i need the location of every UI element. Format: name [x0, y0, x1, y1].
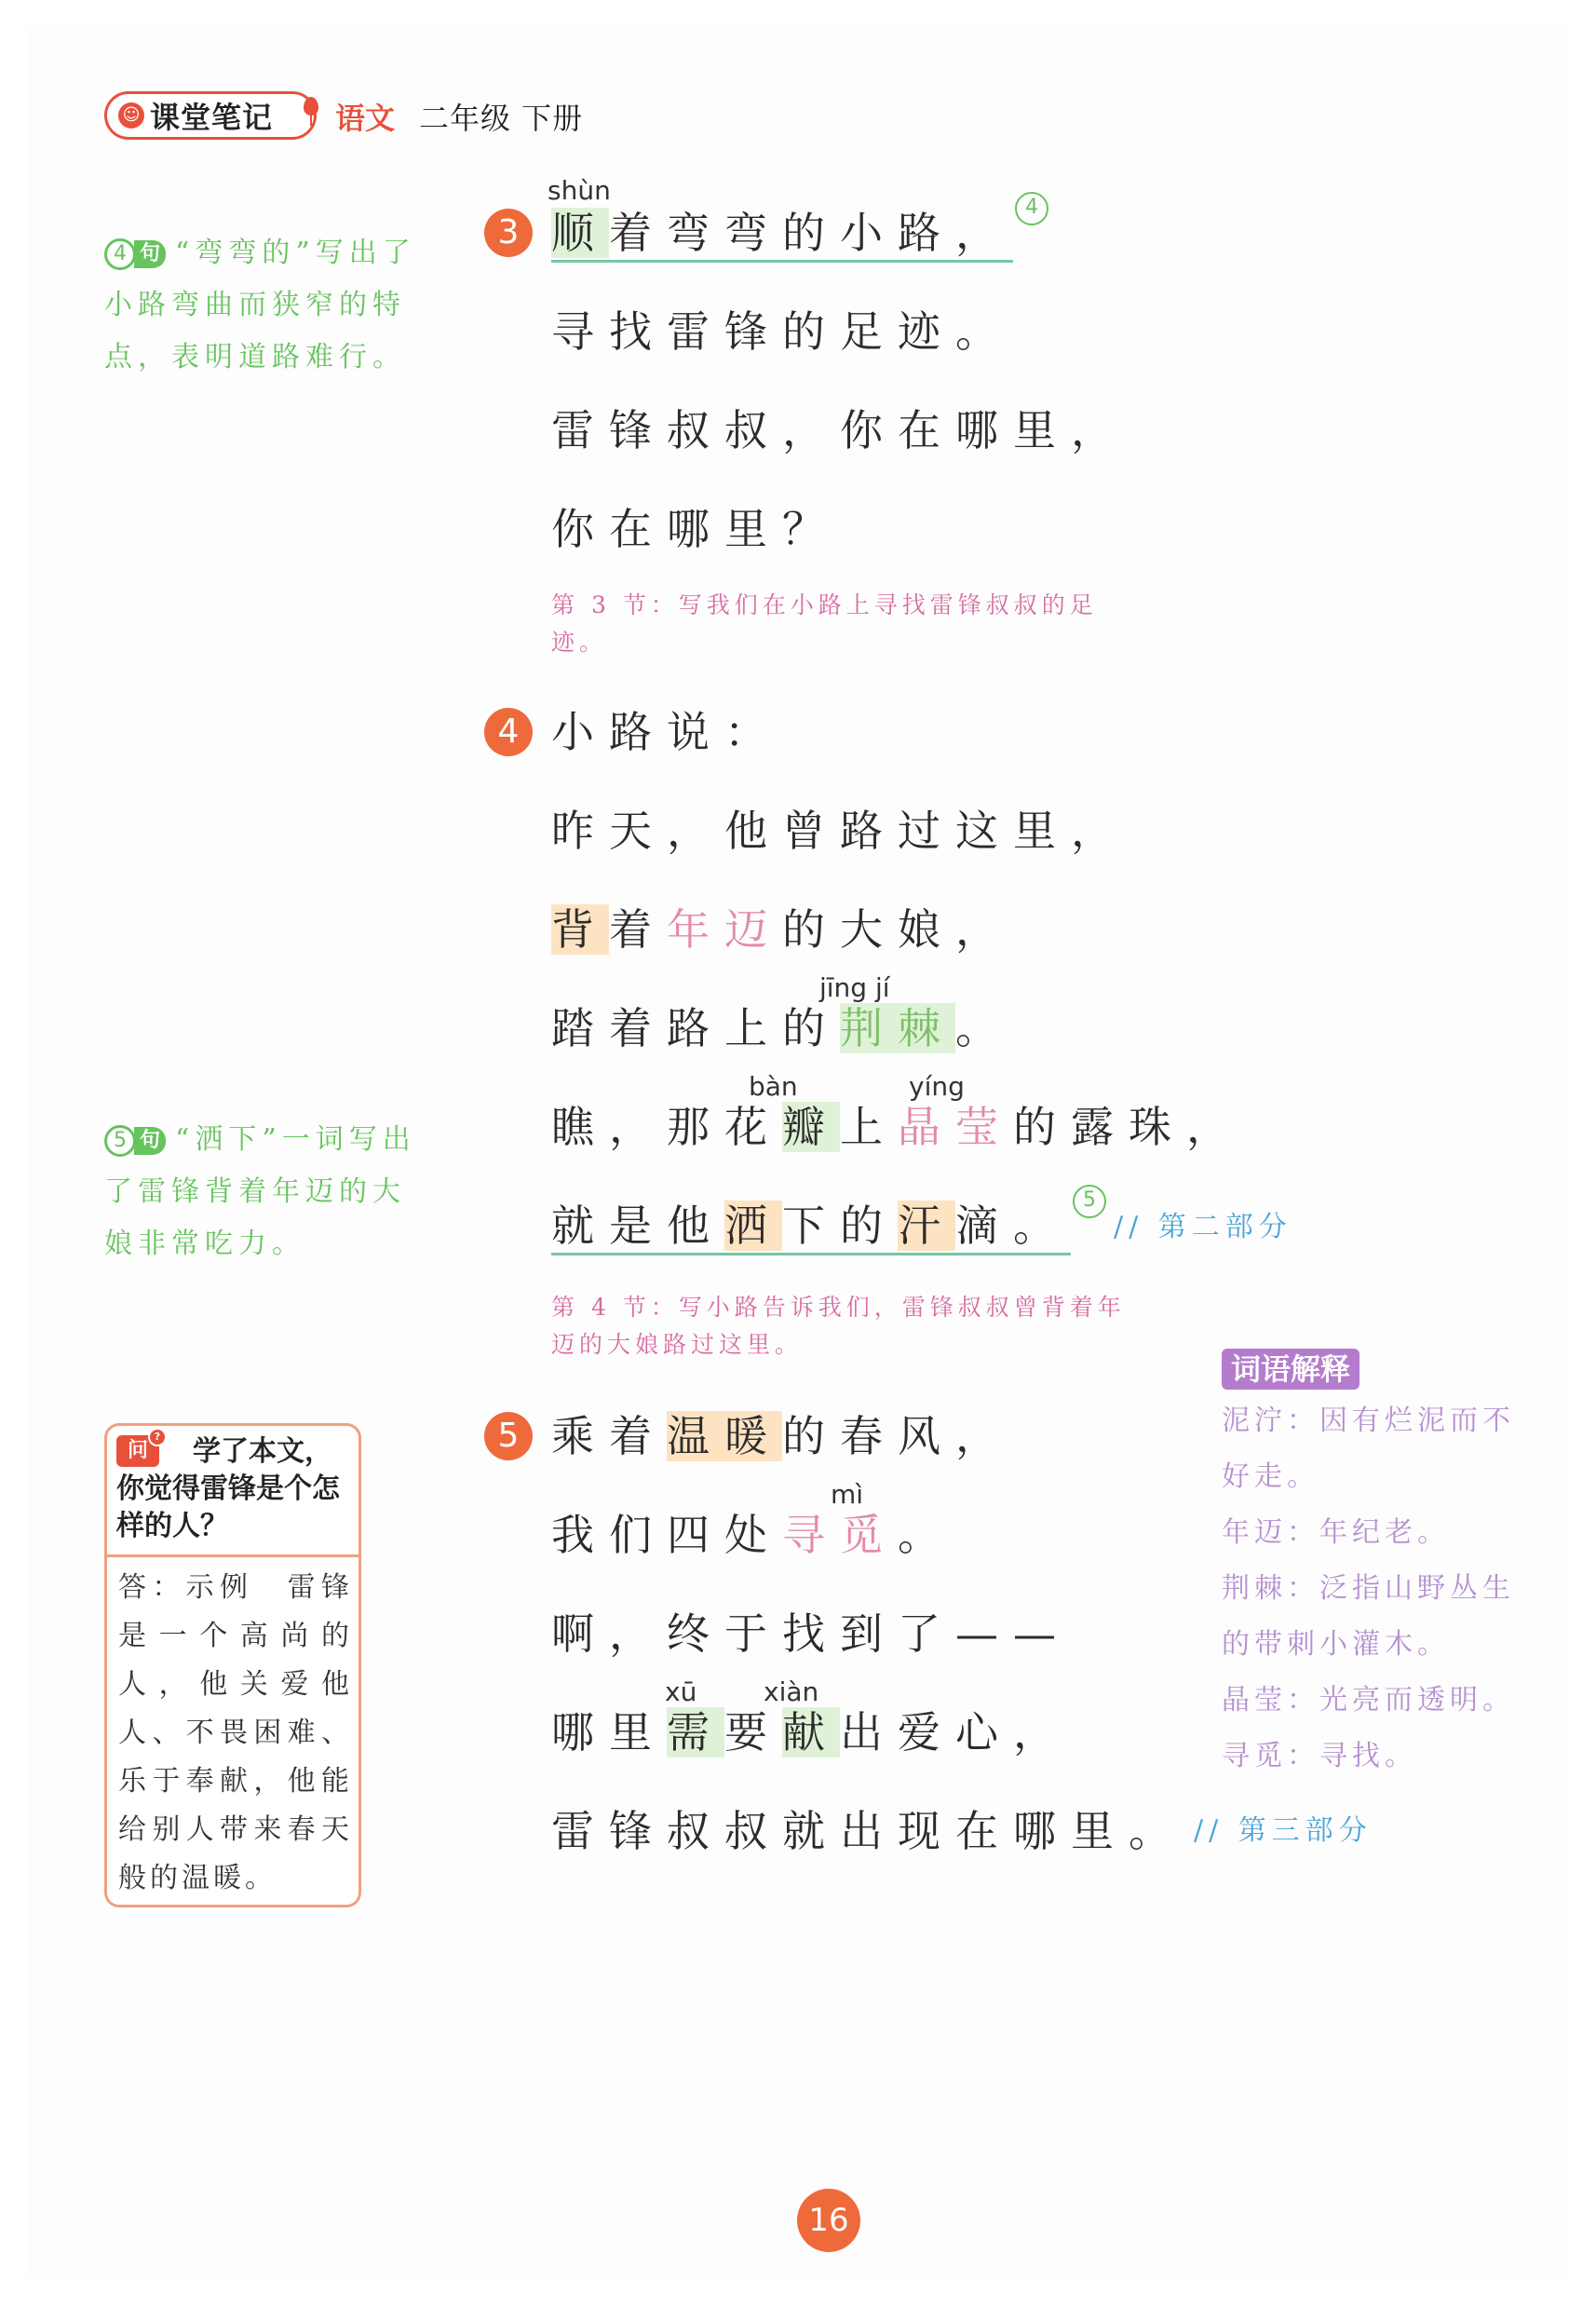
stanza5-line4: 哪里需要献出爱心，: [551, 1707, 1071, 1757]
stanza3-line1: 顺着弯弯的小路，4: [551, 205, 1048, 261]
pinyin-ban: bàn: [749, 1071, 798, 1102]
glossary-item: 泥泞：因有烂泥而不好走。: [1222, 1405, 1515, 1493]
subject-label: 语文: [335, 101, 396, 136]
class-notes-badge: [104, 91, 317, 140]
glossary-item: 寻觅：寻找。: [1222, 1740, 1417, 1772]
question-text: 学了本文，你觉得雷锋是个怎样的人？: [116, 1435, 340, 1542]
sentence-note-4: [104, 227, 430, 384]
balloon-icon: [304, 97, 318, 115]
question-tag: 问 ?: [116, 1435, 159, 1467]
pinyin-xian: xiàn: [764, 1676, 819, 1707]
page-number: 16: [797, 2189, 860, 2252]
part-marker-3: // 第三部分: [1194, 1814, 1373, 1847]
stanza3-line2: 寻找雷锋的足迹。: [551, 306, 1013, 357]
answer-text: 答：示例 雷锋是一个高尚的人，他关爱他人、不畏困难、乐于奉献，他能给别人带来春天般的温暖。: [118, 1571, 353, 1894]
stanza5-line3: 啊，终于找到了——: [551, 1608, 1071, 1659]
grade-label: 二年级 下册: [419, 101, 584, 136]
smile-icon: ☺: [118, 102, 144, 129]
stanza5-line2: 我们四处寻觅。: [551, 1510, 955, 1560]
glossary-list: [1222, 1393, 1529, 1785]
stanza-number-5: 5: [484, 1412, 533, 1460]
stanza4-line1: 小路说：: [551, 707, 782, 757]
badge-label: 课堂笔记: [150, 100, 274, 135]
stanza5-line5: 雷锋叔叔就出现在哪里。 // 第三部分: [551, 1803, 1373, 1859]
stanza4-line2: 昨天，他曾路过这里，: [551, 806, 1129, 856]
stanza3-summary: 第 3 节：写我们在小路上寻找雷锋叔叔的足迹。: [551, 591, 1098, 656]
stanza-number-4: 4: [484, 708, 533, 756]
pinyin-ying: yíng: [909, 1071, 965, 1102]
stanza4-summary: 第 4 节：写小路告诉我们，雷锋叔叔曾背着年迈的大娘路过这里。: [551, 1294, 1126, 1358]
glossary-item: 晶莹：光亮而透明。: [1222, 1684, 1515, 1717]
sentence-tag: 4 句: [104, 238, 166, 270]
note-text: “洒下”一词写出了雷锋背着年迈的大娘非常吃力。: [104, 1123, 416, 1260]
note-text: “弯弯的”写出了小路弯曲而狭窄的特点，表明道路难行。: [104, 237, 416, 373]
sentence-marker-4: 4: [1015, 192, 1048, 225]
glossary-item: 年迈：年纪老。: [1222, 1516, 1450, 1549]
stanza3-line4: 你在哪里？: [551, 504, 840, 554]
pinyin-shun: shùn: [548, 175, 611, 206]
stanza3-line3: 雷锋叔叔，你在哪里，: [551, 405, 1129, 455]
stanza4-line5: 瞧，那花瓣上晶莹的露珠，: [551, 1102, 1244, 1152]
stanza5-line1: 乘着温暖的春风，: [551, 1411, 1013, 1461]
sentence-note-5: [104, 1114, 430, 1270]
stanza-number-3: 3: [484, 209, 533, 257]
pinyin-xu: xū: [665, 1676, 697, 1707]
stanza4-line3: 背着年迈的大娘，: [551, 904, 1013, 955]
glossary-item: 荆棘：泛指山野丛生的带刺小灌木。: [1222, 1572, 1515, 1661]
part-marker-2: // 第二部分: [1114, 1211, 1292, 1243]
sentence-marker-5: 5: [1073, 1185, 1106, 1218]
question-box: [104, 1423, 361, 1907]
sentence-tag: 5 句: [104, 1125, 166, 1157]
divider: [107, 1554, 358, 1557]
glossary-title: 词语解释: [1222, 1349, 1359, 1390]
pinyin-jingji: jīng jí: [819, 972, 890, 1003]
pinyin-mi: mì: [831, 1479, 864, 1510]
stanza4-line6: 就是他洒下的汗滴。5// 第二部分: [551, 1198, 1292, 1255]
stanza4-line4: 踏着路上的荆棘。: [551, 1003, 1013, 1053]
